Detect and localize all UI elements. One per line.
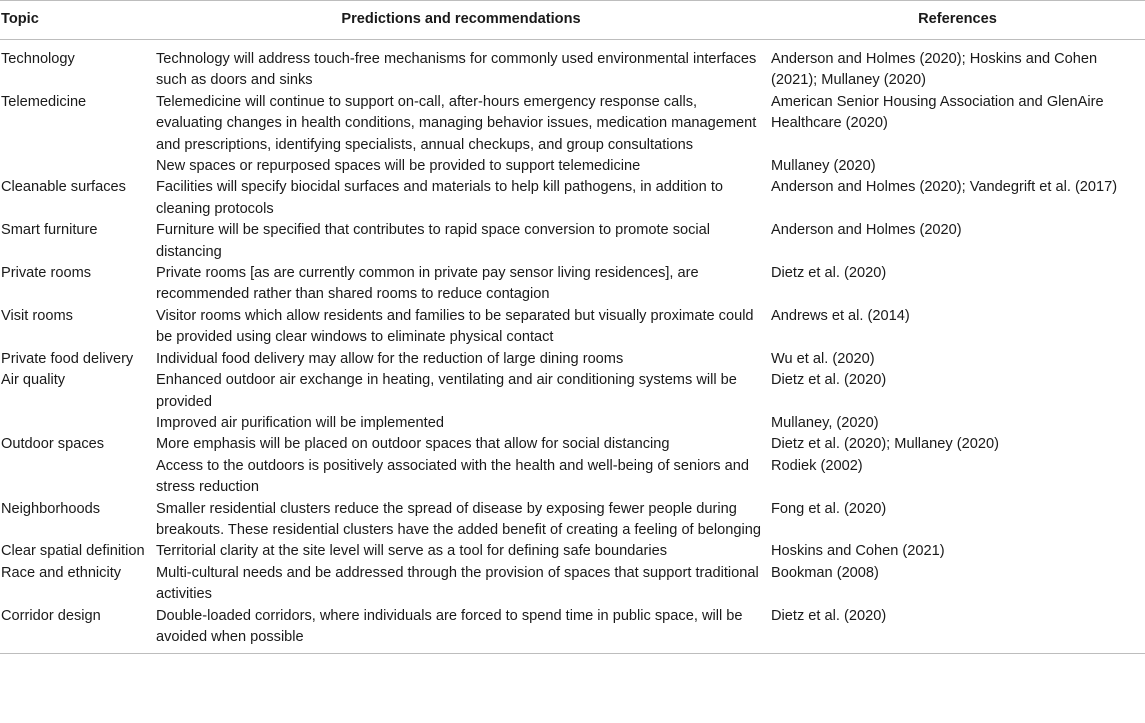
topic-cell: Visit rooms	[1, 307, 73, 324]
table-row	[0, 92, 1145, 156]
table-row	[0, 434, 1145, 455]
topic-cell: Air quality	[1, 372, 66, 389]
reference-cell: Anderson and Holmes (2020); Hoskins and Cohen (2021); Mullaney (2020)	[771, 51, 1098, 89]
prediction-cell: Furniture will be specified that contributes to rapid space conversion to promote social distancing	[156, 222, 711, 260]
reference-cell: Hoskins and Cohen (2021)	[771, 543, 945, 560]
table-row	[0, 156, 1145, 177]
topic-cell: Outdoor spaces	[1, 436, 105, 453]
reference-cell: Mullaney (2020)	[771, 158, 876, 175]
header-topic: Topic	[0, 1, 152, 40]
reference-cell: Bookman (2008)	[771, 564, 879, 581]
table-row	[0, 413, 1145, 434]
topic-cell: Corridor design	[0, 606, 152, 654]
topic-cell: Telemedicine	[1, 93, 87, 110]
topic-cell: Neighborhoods	[1, 500, 100, 517]
reference-cell: American Senior Housing Association and GlenAire Healthcare (2020)	[771, 93, 1104, 132]
topic-cell: Clear spatial definition	[1, 543, 145, 560]
table-row	[0, 456, 1145, 499]
table-row	[0, 263, 1145, 306]
topic-cell: Cleanable surfaces	[1, 179, 126, 196]
table-row	[0, 606, 1145, 654]
table-row	[0, 306, 1145, 349]
table-header	[0, 1, 1145, 40]
prediction-cell: Facilities will specify biocidal surfaces and materials to help kill pathogens, in addition to cleaning protocols	[156, 179, 724, 217]
prediction-cell: Individual food delivery may allow for the reduction of large dining rooms	[156, 350, 624, 367]
table-row	[0, 177, 1145, 220]
prediction-cell: Improved air purification will be implemented	[156, 414, 444, 431]
reference-cell: Anderson and Holmes (2020); Vandegrift et al. (2017)	[771, 179, 1118, 196]
topic-cell: Technology	[1, 51, 75, 67]
prediction-cell: Access to the outdoors is positively associated with the health and well-being of seniors and stress reduction	[156, 457, 750, 496]
prediction-cell: Private rooms [as are currently common in private pay sensor living residences], are recommended rather than shared rooms to reduce contagion	[156, 265, 699, 303]
reference-cell: Mullaney, (2020)	[771, 414, 879, 431]
prediction-cell: Multi-cultural needs and be addressed through the provision of spaces that support traditional activities	[156, 564, 759, 603]
prediction-cell: Territorial clarity at the site level will serve as a tool for defining safe boundaries	[156, 543, 668, 560]
table-row	[0, 499, 1145, 542]
table-row	[0, 541, 1145, 562]
prediction-cell: Telemedicine will continue to support on-call, after-hours emergency response calls, evaluating changes in health conditions, managing behavior issues, medication management and prescriptions, identifying specialists, annual checkups, and group consultations	[156, 93, 757, 153]
table-body	[0, 40, 1145, 654]
header-references: References	[770, 1, 1145, 40]
reference-cell: Wu et al. (2020)	[771, 350, 875, 367]
reference-cell: Rodiek (2002)	[771, 457, 863, 474]
prediction-cell: Visitor rooms which allow residents and families to be separated but visually proximate could be provided using clear windows to eliminate physical contact	[156, 307, 754, 346]
reference-cell: Anderson and Holmes (2020)	[771, 222, 962, 239]
table-row	[0, 40, 1145, 92]
reference-cell: Dietz et al. (2020)	[770, 606, 1145, 654]
topic-cell: Smart furniture	[1, 222, 98, 239]
topic-cell: Private food delivery	[1, 350, 134, 367]
prediction-cell: Technology will address touch-free mechanisms for commonly used environmental interfaces such as doors and sinks	[156, 51, 757, 89]
reference-cell: Fong et al. (2020)	[771, 500, 887, 517]
table-row	[0, 370, 1145, 413]
prediction-cell: More emphasis will be placed on outdoor spaces that allow for social distancing	[156, 436, 670, 453]
prediction-cell: Enhanced outdoor air exchange in heating, ventilating and air conditioning systems will be provided	[156, 372, 737, 410]
table-row	[0, 349, 1145, 370]
header-predictions: Predictions and recommendations	[152, 1, 770, 40]
table-row	[0, 563, 1145, 606]
topic-cell: Race and ethnicity	[1, 564, 122, 581]
table-row	[0, 220, 1145, 263]
prediction-cell: New spaces or repurposed spaces will be provided to support telemedicine	[156, 158, 641, 175]
topic-cell: Private rooms	[1, 265, 92, 282]
topic-cell	[0, 156, 152, 177]
prediction-cell: Double-loaded corridors, where individuals are forced to spend time in public space, will be avoided when possible	[152, 606, 770, 654]
topic-cell	[0, 413, 152, 434]
reference-cell: Dietz et al. (2020); Mullaney (2020)	[771, 436, 999, 453]
reference-cell: Dietz et al. (2020)	[771, 265, 887, 282]
reference-cell: Andrews et al. (2014)	[771, 307, 910, 324]
header-row	[0, 1, 1145, 40]
prediction-cell: Smaller residential clusters reduce the spread of disease by exposing fewer people during breakouts. These residential clusters have the added benefit of creating a feeling of belonging	[156, 500, 761, 538]
topic-cell	[0, 456, 152, 499]
reference-cell: Dietz et al. (2020)	[771, 372, 887, 389]
